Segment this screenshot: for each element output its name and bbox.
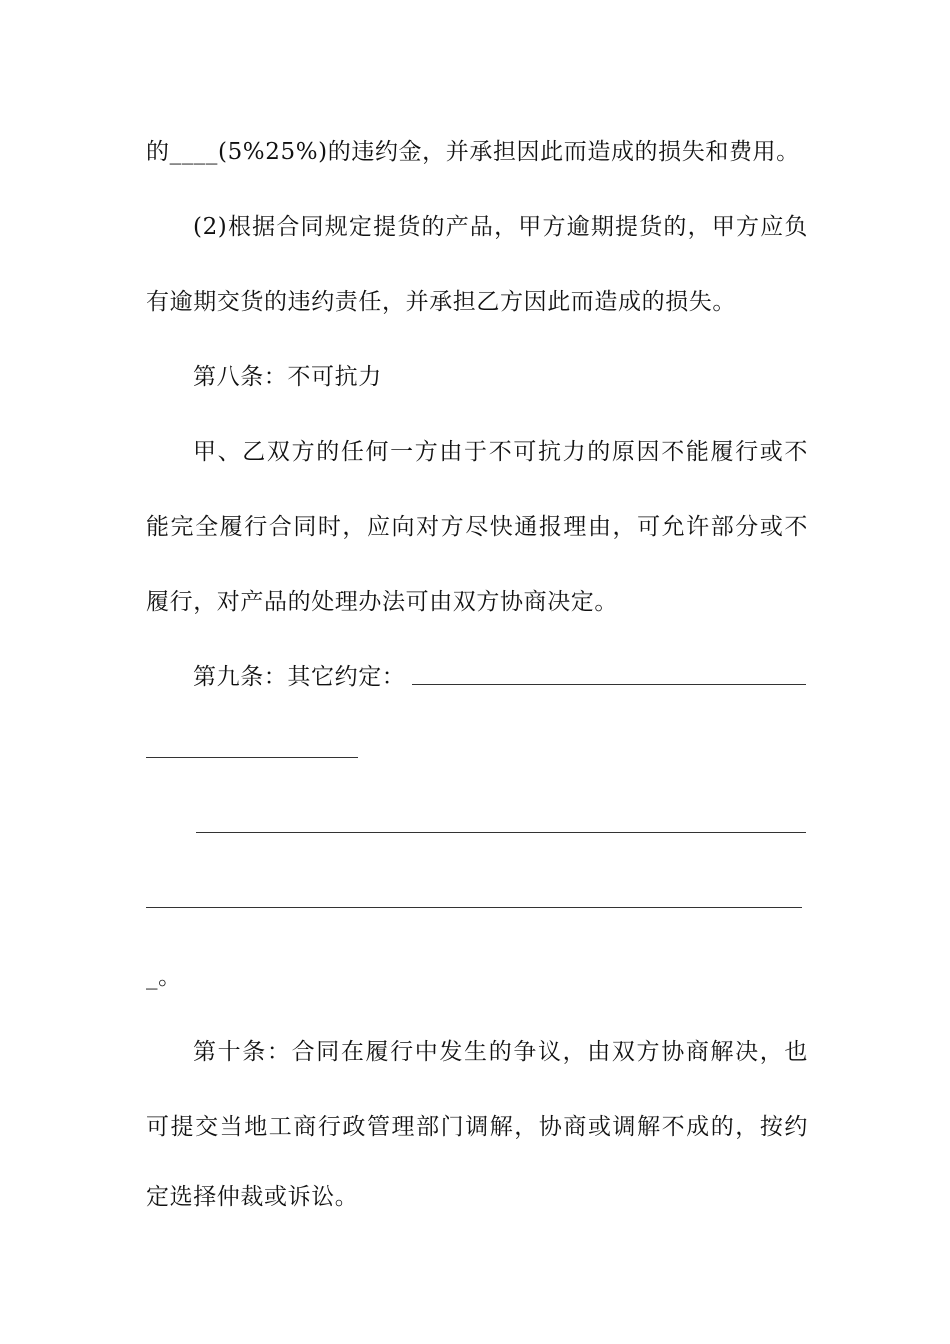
article-8-line-2: 能完全履行合同时，应向对方尽快通报理由，可允许部分或不 (146, 514, 808, 540)
article-9-blank-3 (196, 832, 806, 833)
article-10-line-3: 定选择仲裁或诉讼。 (146, 1184, 359, 1210)
article-9-blank-1 (412, 684, 806, 685)
article-9-blank-4 (146, 907, 802, 908)
article-9-blank-2 (146, 757, 358, 758)
penalty-clause-tail: 的____(5%25%)的违约金，并承担因此而造成的损失和费用。 (146, 139, 800, 165)
article-9-blank-end: _。 (146, 964, 182, 990)
article-8-line-3: 履行，对产品的处理办法可由双方协商决定。 (146, 589, 618, 615)
article-9-label: 第九条：其它约定： (193, 664, 406, 690)
delivery-clause-line-1: (2)根据合同规定提货的产品，甲方逾期提货的，甲方应负 (193, 214, 808, 240)
article-10-line-1: 第十条：合同在履行中发生的争议，由双方协商解决，也 (193, 1039, 808, 1065)
delivery-clause-line-2: 有逾期交货的违约责任，并承担乙方因此而造成的损失。 (146, 289, 736, 315)
article-10-line-2: 可提交当地工商行政管理部门调解，协商或调解不成的，按约 (146, 1114, 808, 1140)
article-8-line-1: 甲、乙双方的任何一方由于不可抗力的原因不能履行或不 (193, 439, 808, 465)
article-8-heading: 第八条：不可抗力 (193, 364, 382, 390)
